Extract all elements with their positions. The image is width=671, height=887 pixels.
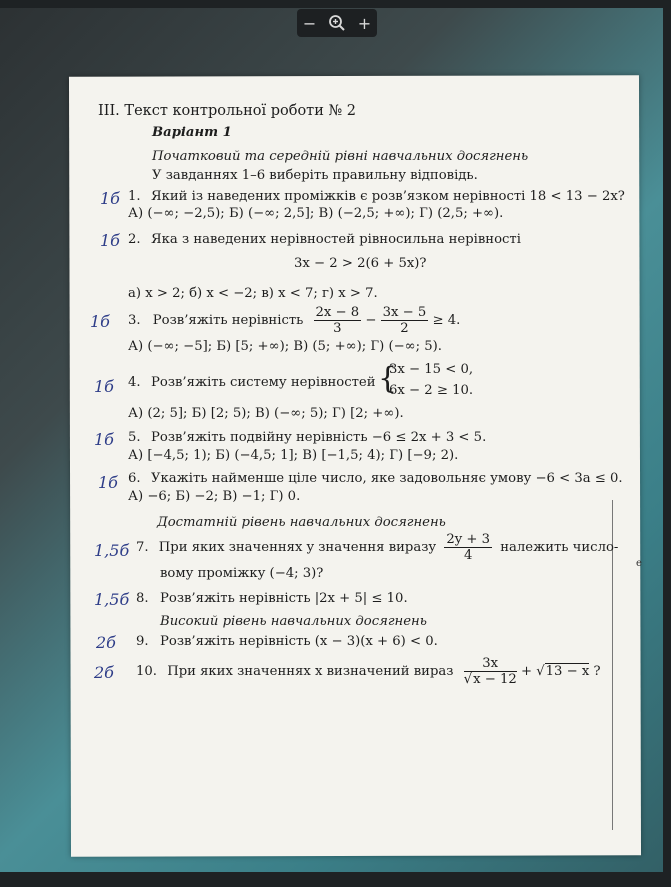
task-4-system-line-1: 3x − 15 < 0, <box>389 362 474 377</box>
task-2-score: 1б <box>100 231 120 250</box>
magnifier-icon <box>328 14 346 32</box>
task-3-line <box>128 305 460 336</box>
task-8-score: 1,5б <box>94 590 130 609</box>
task-2-answers: а) x > 2; б) x < −2; в) x < 7; г) x > 7. <box>128 286 378 301</box>
variant-title: Варіант 1 <box>152 125 232 140</box>
task-3-minus: − <box>365 313 377 328</box>
task-3-frac2-den: 2 <box>400 321 409 336</box>
viewer-frame-top <box>0 0 671 8</box>
task-10-sqrt: √13 − x <box>536 664 590 679</box>
task-10-plus: + <box>520 664 532 679</box>
page-edge-mark: е <box>636 558 642 569</box>
task-10-frac-den-radicand: x − 12 <box>473 672 517 687</box>
task-3-frac2-num: 3x − 5 <box>382 305 427 320</box>
zoom-toolbar <box>297 9 377 37</box>
level1-title: Початковий та середній рівні навчальних досягнень <box>152 149 529 164</box>
task-8-number: 8. <box>136 591 149 606</box>
task-8-question: Розв’яжіть нерівність |2x + 5| ≤ 10. <box>160 591 408 606</box>
task-1-question: Який із наведених проміжків є розв’язком нерівності 18 < 13 − 2x? <box>151 189 625 204</box>
task-10-line <box>136 656 601 687</box>
task-1-score: 1б <box>100 189 120 208</box>
task-2-number: 2. <box>128 232 141 247</box>
task-2-formula: 3x − 2 > 2(6 + 5x)? <box>294 256 427 271</box>
task-5-answers: А) [−4,5; 1); Б) (−4,5; 1]; В) [−1,5; 4); Г) [−9; 2). <box>128 448 459 463</box>
task-7-score: 1,5б <box>94 541 130 560</box>
task-9-score: 2б <box>96 633 116 652</box>
task-3-fraction-1 <box>314 305 362 336</box>
task-6-number: 6. <box>128 471 141 486</box>
task-3-frac1-den: 3 <box>333 321 342 336</box>
task-3-tail: ≥ 4. <box>432 313 461 328</box>
task-3-question: Розв’яжіть нерівність <box>152 313 304 328</box>
task-7-question-end: належить число- <box>500 540 619 555</box>
task-2-question: Яка з наведених нерівностей рівносильна нерівності <box>151 232 521 247</box>
task-5-number: 5. <box>128 430 141 445</box>
task-10-fraction <box>464 656 517 687</box>
task-7-question-line-2: вому проміжку (−4; 3)? <box>160 566 324 581</box>
task-10-number: 10. <box>136 664 157 679</box>
task-10-frac-num: 3x <box>464 656 517 672</box>
task-1-number: 1. <box>128 189 141 204</box>
zoom-reset-button[interactable] <box>328 14 346 32</box>
zoom-out-button[interactable]: − <box>302 13 317 33</box>
viewer-frame-right <box>663 0 671 887</box>
task-6-answers: А) −6; Б) −2; В) −1; Г) 0. <box>128 489 301 504</box>
zoom-in-button[interactable]: + <box>357 13 372 33</box>
level3-title: Високий рівень навчальних досягнень <box>160 614 427 629</box>
task-7-frac-den: 4 <box>464 548 473 563</box>
task-10-frac-den: √x − 12 <box>463 672 517 687</box>
document-title: III. Текст контрольної роботи № 2 <box>98 103 357 119</box>
task-1-answers: А) (−∞; −2,5); Б) (−∞; 2,5]; В) (−2,5; +∞); Г) (2,5; +∞). <box>128 206 504 221</box>
task-3-number: 3. <box>128 313 141 328</box>
level2-title: Достатній рівень навчальних досягнень <box>157 515 446 530</box>
task-9-question: Розв’яжіть нерівність (x − 3)(x + 6) < 0. <box>160 634 438 649</box>
task-4-system-line-2: 6x − 2 ≥ 10. <box>389 383 474 398</box>
task-4-number: 4. <box>128 375 141 390</box>
task-7-frac-num: 2y + 3 <box>446 532 491 547</box>
task-7-question-start: При яких значеннях y значення виразу <box>158 540 437 555</box>
task-7-fraction <box>444 532 492 563</box>
task-3-answers: А) (−∞; −5]; Б) [5; +∞); В) (5; +∞); Г) (−∞; 5). <box>128 339 442 354</box>
task-9-number: 9. <box>136 634 149 649</box>
task-4-answers: А) (2; 5]; Б) [2; 5); В) (−∞; 5); Г) [2; +∞). <box>128 406 404 421</box>
task-4-question: Розв’яжіть систему нерівностей <box>151 375 376 390</box>
task-10-question: При яких значеннях x визначений вираз <box>167 664 454 679</box>
task-6-score: 1б <box>98 473 118 492</box>
task-10-tail: ? <box>593 664 601 679</box>
task-7-line <box>136 532 618 563</box>
task-5-score: 1б <box>94 430 114 449</box>
task-3-fraction-2 <box>381 305 429 336</box>
instruction: У завданнях 1–6 виберіть правильну відповідь. <box>152 168 478 183</box>
task-7-number: 7. <box>136 540 149 555</box>
task-5-question: Розв’яжіть подвійну нерівність −6 ≤ 2x + 3 < 5. <box>151 430 487 445</box>
task-6-question: Укажіть найменше ціле число, яке задовольняє умову −6 < 3a ≤ 0. <box>151 471 623 486</box>
task-3-score: 1б <box>90 312 110 331</box>
task-4-score: 1б <box>94 377 114 396</box>
viewer-frame-bottom <box>0 872 671 887</box>
task-10-score: 2б <box>94 663 114 682</box>
task-3-frac1-num: 2x − 8 <box>315 305 360 320</box>
task-10-sqrt-radicand: 13 − x <box>545 664 590 679</box>
task-4-brace: { <box>378 361 398 396</box>
